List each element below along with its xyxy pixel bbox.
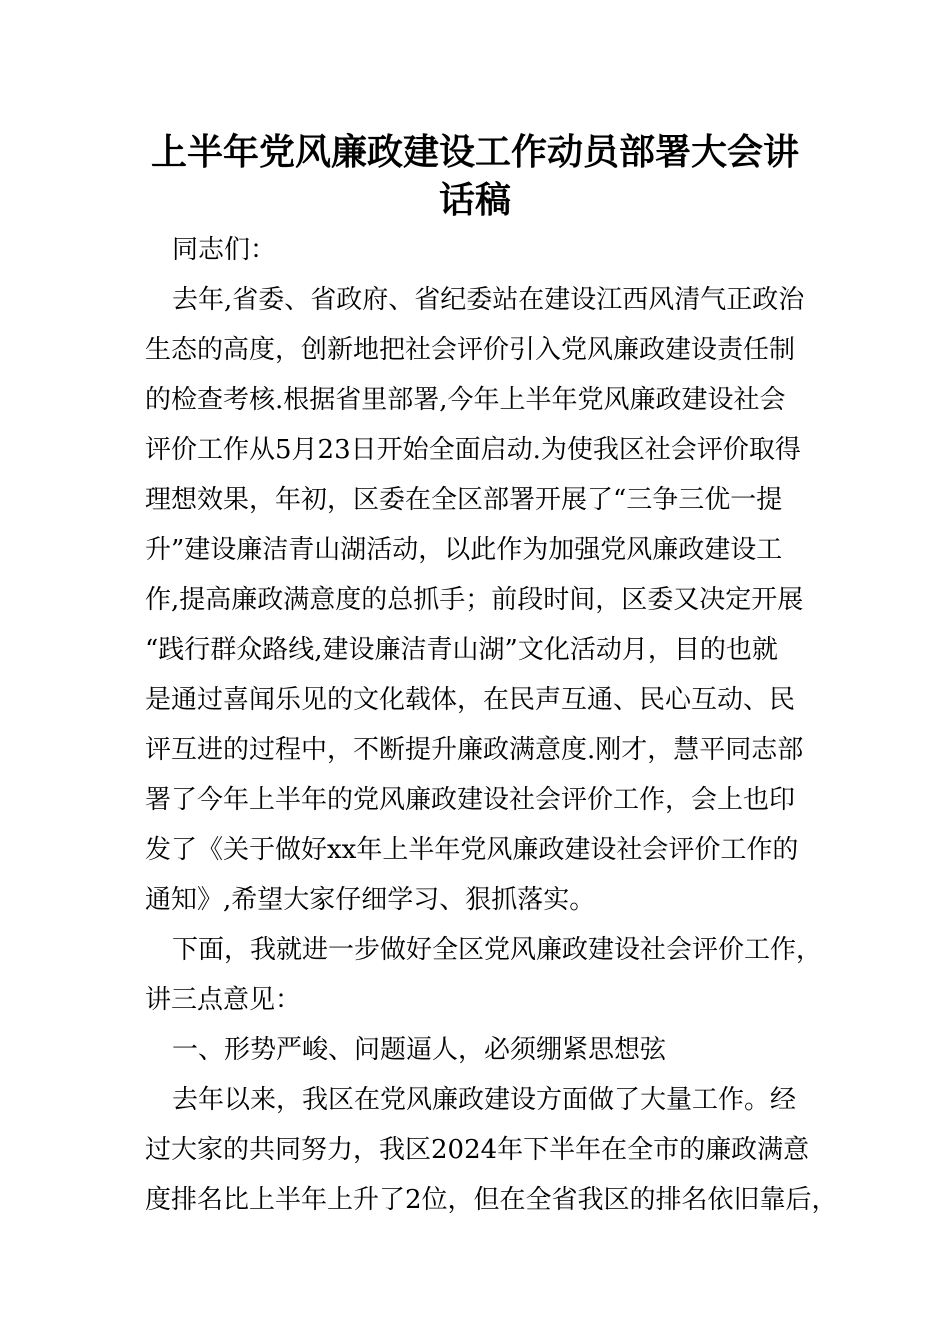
document-title-line-1: 上半年党风廉政建设工作动员部署大会讲 [150, 132, 799, 173]
section-heading: 一、形势严峻、问题逼人，必须绷紧思想弦 [172, 1035, 667, 1065]
paragraph-line: 生态的高度，创新地把社会评价引入党风廉政建设责任制 [145, 335, 796, 365]
paragraph-line: 讲三点意见： [145, 985, 302, 1015]
paragraph-line: 下面，我就进一步做好全区党风廉政建设社会评价工作， [172, 935, 823, 965]
paragraph-line: 评互进的过程中，不断提升廉政满意度.刚才，慧平同志部 [145, 735, 804, 765]
salutation: 同志们： [172, 235, 277, 265]
paragraph-line: 度排名比上半年上升了2位，但在全省我区的排名依旧靠后， [145, 1185, 838, 1215]
paragraph-line: “践行群众路线,建设廉洁青山湖”文化活动月，目的也就 [145, 635, 778, 665]
paragraph-line: 升”建设廉洁青山湖活动，以此作为加强党风廉政建设工 [145, 535, 783, 565]
paragraph-line: 署了今年上半年的党风廉政建设社会评价工作，会上也印 [145, 785, 796, 815]
paragraph-line: 通知》,希望大家仔细学习、狠抓落实。 [145, 885, 596, 915]
paragraph-line: 发了《关于做好xx年上半年党风廉政建设社会评价工作的 [145, 835, 799, 865]
paragraph-line: 理想效果，年初，区委在全区部署开展了“三争三优一提 [145, 485, 783, 515]
paragraph-line: 去年,省委、省政府、省纪委站在建设江西风清气正政治 [172, 285, 805, 315]
paragraph-line: 的检查考核.根据省里部署,今年上半年党风廉政建设社会 [145, 385, 786, 415]
paragraph-line: 作,提高廉政满意度的总抓手；前段时间，区委又决定开展 [145, 585, 804, 615]
paragraph-line: 评价工作从5月23日开始全面启动.为使我区社会评价取得 [145, 435, 801, 465]
paragraph-line: 过大家的共同努力，我区2024年下半年在全市的廉政满意 [145, 1135, 810, 1165]
paragraph-line: 去年以来，我区在党风廉政建设方面做了大量工作。经 [172, 1085, 797, 1115]
document-title-line-2: 话稿 [438, 180, 511, 221]
paragraph-line: 是通过喜闻乐见的文化载体，在民声互通、民心互动、民 [145, 685, 796, 715]
